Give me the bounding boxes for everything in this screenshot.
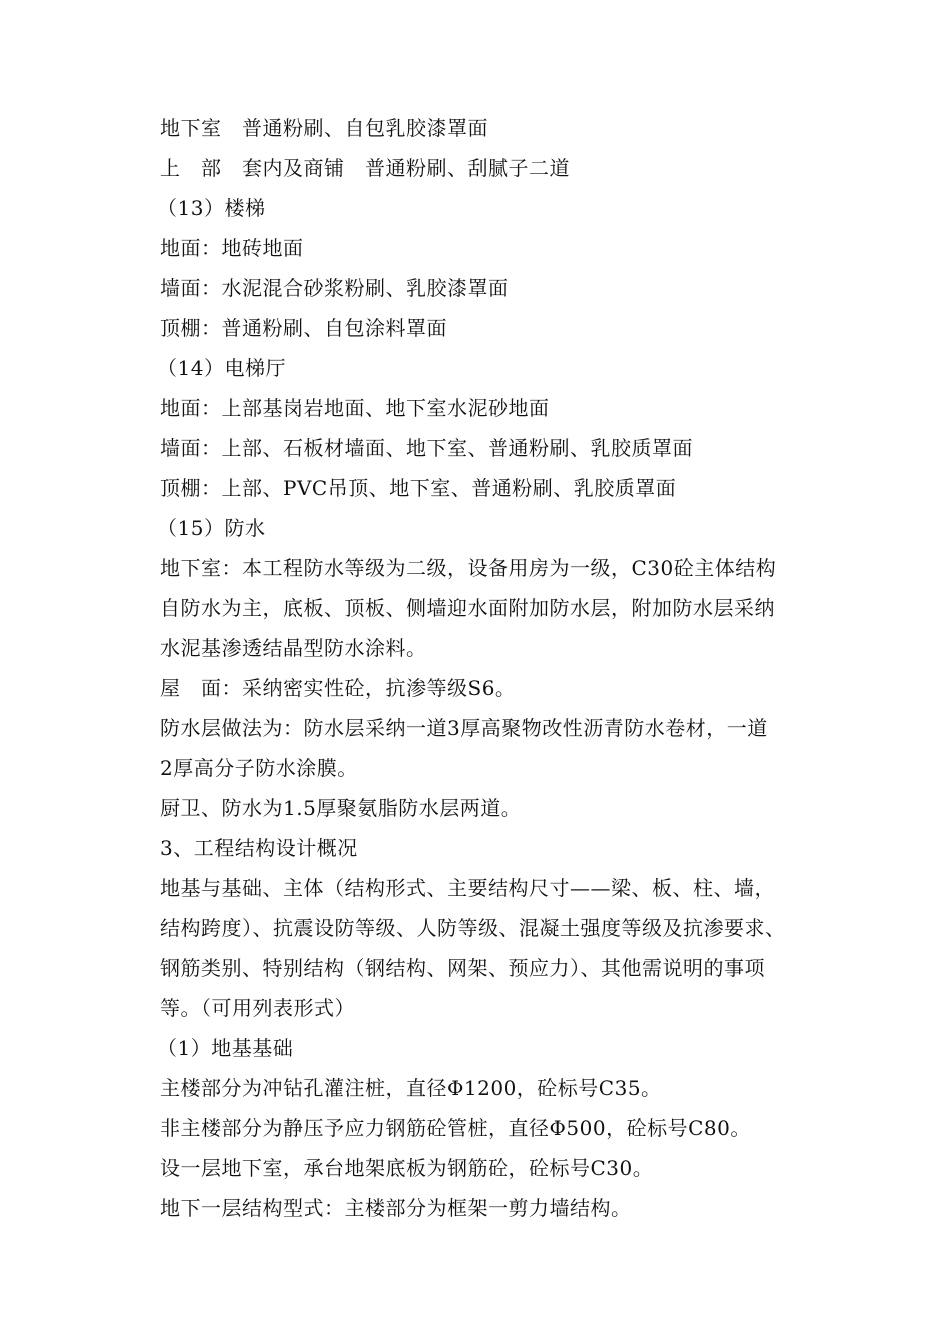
- text-line: 结构跨度）、抗震设防等级、人防等级、混凝土强度等级及抗渗要求、: [160, 916, 786, 940]
- text-line: 钢筋类别、特别结构（钢结构、网架、预应力）、其他需说明的事项: [160, 956, 765, 980]
- text-line: 上 部 套内及商铺 普通粉刷、刮腻子二道: [160, 156, 570, 180]
- text-line: 厨卫、防水为1.5厚聚氨脂防水层两道。: [160, 796, 522, 820]
- text-line: 地下室：本工程防水等级为二级，设备用房为一级，C30砼主体结构: [160, 556, 777, 580]
- text-line: 自防水为主，底板、顶板、侧墙迎水面附加防水层，附加防水层采纳: [160, 596, 775, 620]
- section-heading: （14）电梯厅: [157, 356, 286, 380]
- text-line: 地下一层结构型式：主楼部分为框架一剪力墙结构。: [160, 1196, 632, 1220]
- text-line: 水泥基渗透结晶型防水涂料。: [160, 636, 427, 660]
- text-line: 设一层地下室，承台地架底板为钢筋砼，砼标号C30。: [160, 1156, 654, 1180]
- text-line: 地下室 普通粉刷、自包乳胶漆罩面: [160, 116, 488, 140]
- text-line: 主楼部分为冲钻孔灌注桩，直径Φ1200，砼标号C35。: [160, 1076, 662, 1100]
- section-heading: （15）防水: [157, 516, 266, 540]
- section-heading: 3、工程结构设计概况: [160, 836, 358, 860]
- text-line: 2厚高分子防水涂膜。: [160, 756, 358, 780]
- text-line: 防水层做法为：防水层采纳一道3厚高聚物改性沥青防水卷材，一道: [160, 716, 768, 740]
- text-line: 地面：地砖地面: [160, 236, 304, 260]
- document-body: [157, 108, 860, 1228]
- text-line: 非主楼部分为静压予应力钢筋砼管桩，直径Φ500，砼标号C80。: [160, 1116, 751, 1140]
- text-line: 地面：上部基岗岩地面、地下室水泥砂地面: [160, 396, 550, 420]
- text-line: 墙面：上部、石板材墙面、地下室、普通粉刷、乳胶质罩面: [160, 436, 693, 460]
- text-line: 等。（可用列表形式）: [160, 996, 355, 1020]
- text-line: 墙面：水泥混合砂浆粉刷、乳胶漆罩面: [160, 276, 509, 300]
- text-line: 顶棚：普通粉刷、自包涂料罩面: [160, 316, 447, 340]
- section-heading: （1）地基基础: [157, 1036, 294, 1060]
- text-line: 地基与基础、主体（结构形式、主要结构尺寸——梁、板、柱、墙，: [160, 876, 775, 900]
- section-heading: （13）楼梯: [157, 196, 266, 220]
- text-line: 顶棚：上部、PVC吊顶、地下室、普通粉刷、乳胶质罩面: [160, 476, 677, 500]
- text-line: 屋 面：采纳密实性砼，抗渗等级S6。: [160, 676, 516, 700]
